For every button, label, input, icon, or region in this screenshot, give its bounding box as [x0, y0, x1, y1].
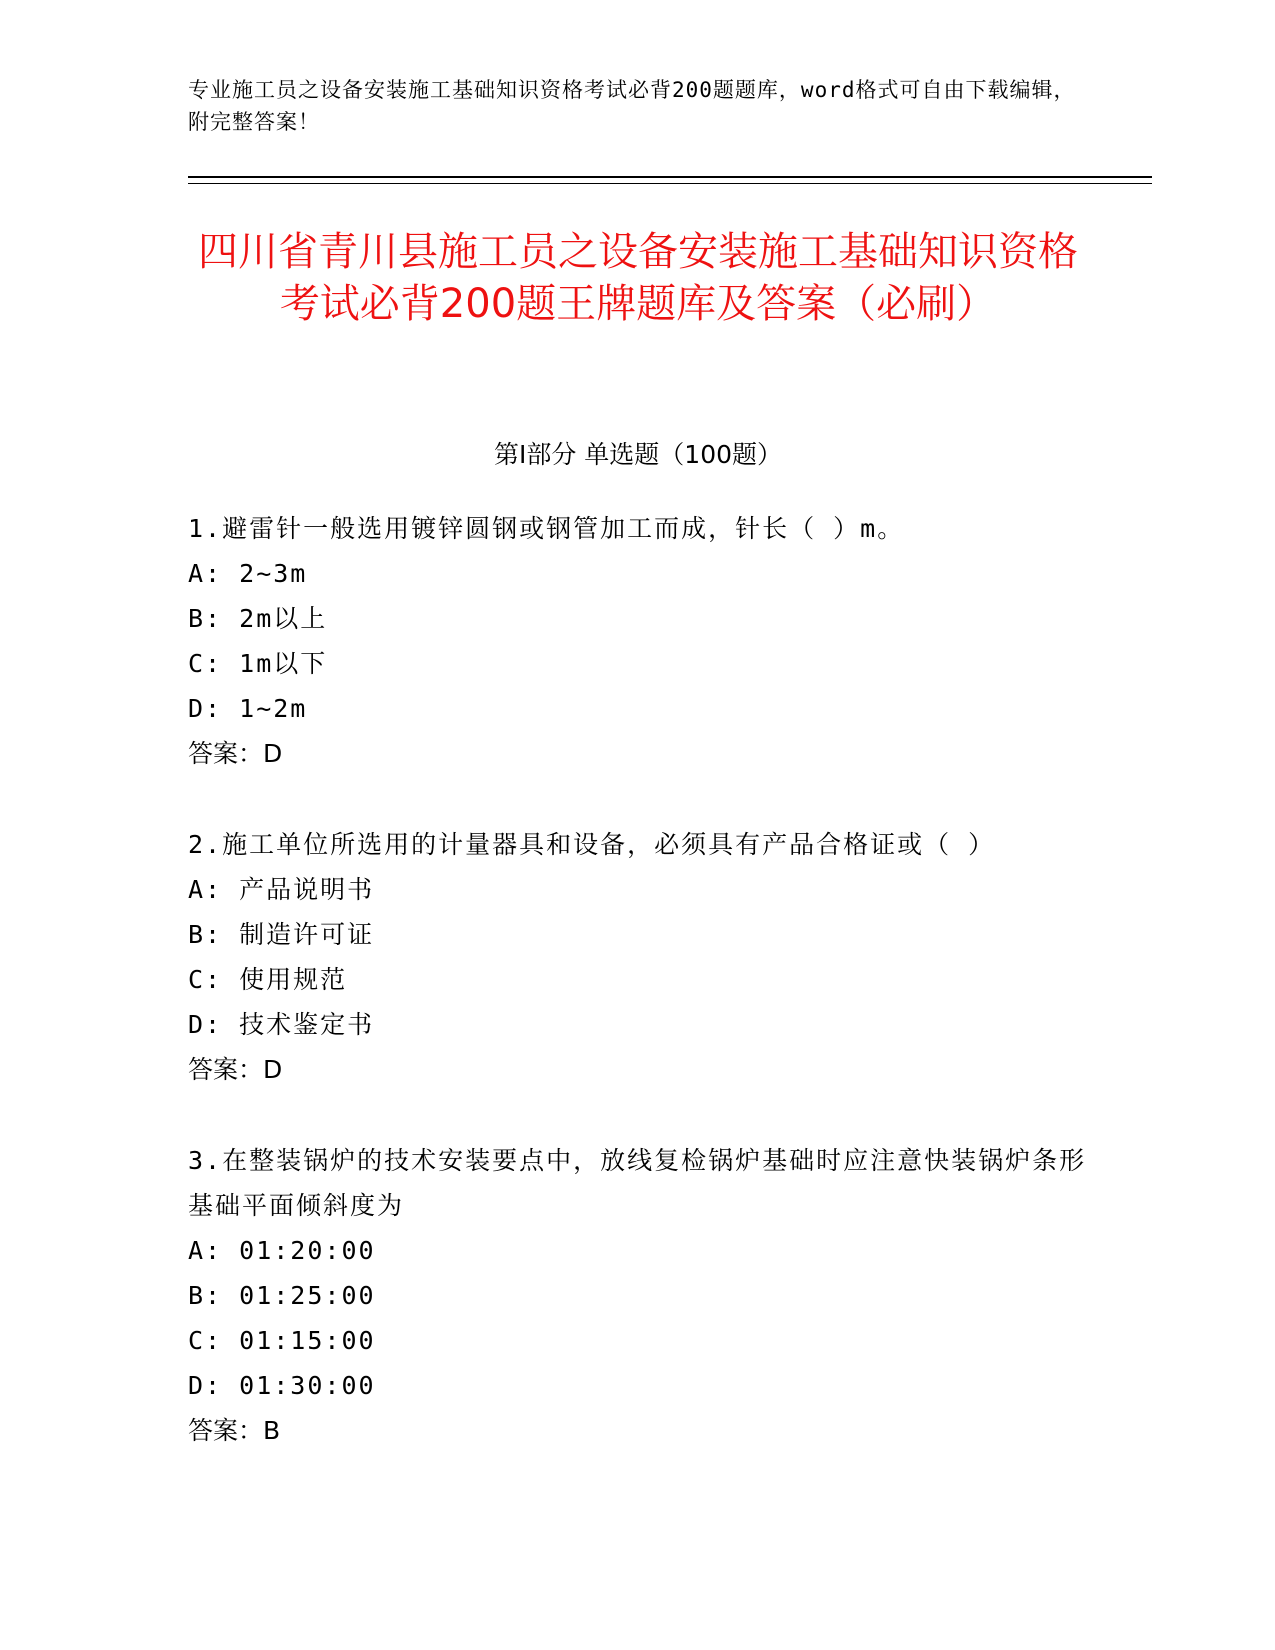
- option-c: C: 1m以下: [188, 649, 328, 678]
- option-d: D: 01:30:00: [188, 1371, 376, 1400]
- question-2: [188, 822, 1088, 1092]
- option-d: D: 技术鉴定书: [188, 1010, 375, 1039]
- option-a: A: 产品说明书: [188, 875, 375, 904]
- document-title: 四川省青川县施工员之设备安装施工基础知识资格考试必背200题王牌题库及答案（必刷）: [198, 229, 1078, 327]
- option-b: B: 制造许可证: [188, 920, 375, 949]
- option-b: B: 01:25:00: [188, 1281, 376, 1310]
- option-c: C: 使用规范: [188, 965, 348, 994]
- section-title: 第Ⅰ部分 单选题（100题）: [493, 440, 783, 469]
- question-stem: 2.施工单位所选用的计量器具和设备，必须具有产品合格证或（ ）: [188, 830, 996, 859]
- question-stem: 1.避雷针一般选用镀锌圆钢或钢管加工而成，针长（ ）m。: [188, 514, 905, 543]
- header-note: 专业施工员之设备安装施工基础知识资格考试必背200题题库，word格式可自由下载编辑，附完整答案！: [188, 78, 1076, 134]
- question-stem: 3.在整装锅炉的技术安装要点中，放线复检锅炉基础时应注意快装锅炉条形基础平面倾斜度为: [188, 1146, 1087, 1220]
- option-b: B: 2m以上: [188, 604, 328, 633]
- option-c: C: 01:15:00: [188, 1326, 376, 1355]
- option-a: A: 01:20:00: [188, 1236, 376, 1265]
- question-3: [188, 1138, 1088, 1453]
- header-divider-thin: [188, 183, 1152, 184]
- option-d: D: 1~2m: [188, 694, 308, 723]
- answer: 答案：D: [188, 1055, 283, 1084]
- question-1: [188, 506, 1088, 776]
- option-a: A: 2~3m: [188, 559, 308, 588]
- answer: 答案：B: [188, 1416, 281, 1445]
- answer: 答案：D: [188, 739, 283, 768]
- header-divider-thick: [188, 176, 1152, 178]
